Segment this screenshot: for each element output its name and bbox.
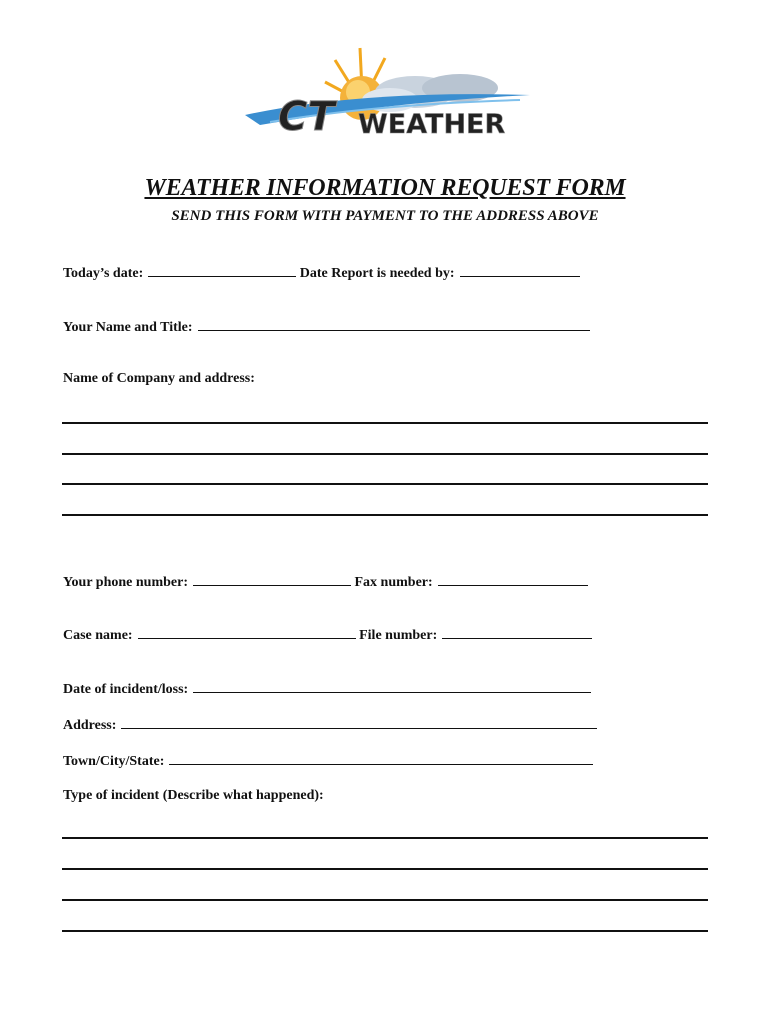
- date-incident-label: Date of incident/loss:: [63, 682, 189, 697]
- incident-description-line[interactable]: [62, 930, 708, 932]
- town-city-state-row: [63, 752, 593, 770]
- address-row: [63, 716, 597, 734]
- date-incident-field[interactable]: [193, 680, 591, 693]
- logo-text-ct: CT: [278, 94, 335, 140]
- ct-weather-logo: [240, 40, 540, 150]
- incident-type-row: [63, 788, 324, 804]
- address-field[interactable]: [121, 716, 597, 729]
- address-label: Address:: [63, 718, 117, 733]
- date-incident-row: [63, 680, 591, 698]
- fax-label: Fax number:: [354, 575, 433, 590]
- phone-fax-row: [63, 573, 588, 591]
- company-address-line[interactable]: [62, 483, 708, 485]
- phone-field[interactable]: [193, 573, 351, 586]
- incident-description-line[interactable]: [62, 899, 708, 901]
- logo-text-weather: WEATHER: [358, 109, 506, 140]
- todays-date-label: Today’s date:: [63, 266, 144, 281]
- date-needed-field[interactable]: [460, 264, 580, 277]
- form-title: WEATHER INFORMATION REQUEST FORM: [144, 175, 626, 201]
- case-name-field[interactable]: [138, 626, 356, 639]
- incident-type-label: Type of incident (Describe what happened):: [63, 788, 324, 803]
- company-address-line[interactable]: [62, 422, 708, 424]
- company-address-row: [63, 371, 255, 387]
- file-number-label: File number:: [359, 628, 438, 643]
- company-address-line[interactable]: [62, 453, 708, 455]
- todays-date-field[interactable]: [148, 264, 296, 277]
- incident-description-line[interactable]: [62, 868, 708, 870]
- name-title-label: Your Name and Title:: [63, 320, 193, 335]
- case-file-row: [63, 626, 592, 644]
- form-subtitle: SEND THIS FORM WITH PAYMENT TO THE ADDRESS ABOVE: [171, 208, 599, 224]
- file-number-field[interactable]: [442, 626, 592, 639]
- case-name-label: Case name:: [63, 628, 133, 643]
- date-needed-label: Date Report is needed by:: [299, 266, 455, 281]
- fax-field[interactable]: [438, 573, 588, 586]
- company-address-label: Name of Company and address:: [63, 371, 255, 386]
- todays-date-row: [63, 264, 580, 282]
- name-title-row: [63, 318, 590, 336]
- name-title-field[interactable]: [198, 318, 590, 331]
- company-address-line[interactable]: [62, 514, 708, 516]
- incident-description-line[interactable]: [62, 837, 708, 839]
- town-city-state-label: Town/City/State:: [63, 754, 165, 769]
- town-city-state-field[interactable]: [169, 752, 593, 765]
- phone-label: Your phone number:: [63, 575, 188, 590]
